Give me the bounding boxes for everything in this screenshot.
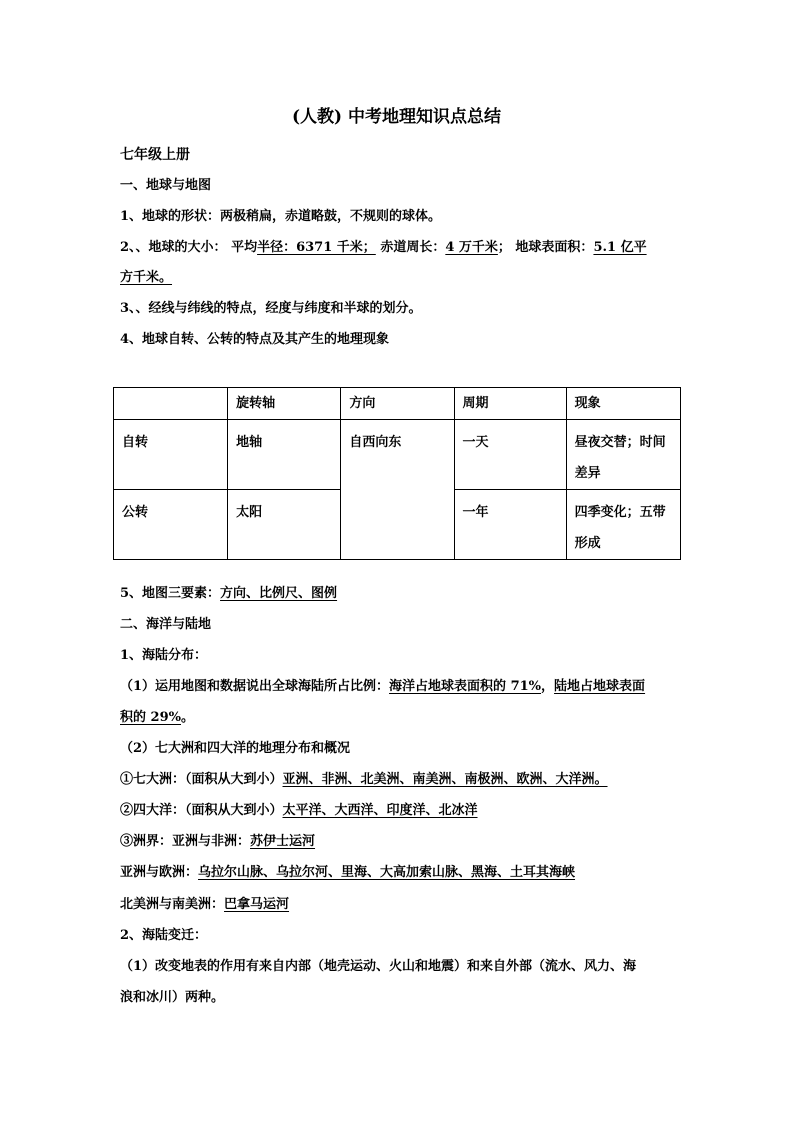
land-sea-distribution: 1、海陆分布： [120, 648, 208, 663]
land-sea-change-text: （1）改变地表的作用有来自内部（地壳运动、火山和地震）和来自外部（流水、风力、海 [120, 959, 637, 974]
earth-size-item-cont [120, 269, 172, 287]
border2-prefix: 亚洲与欧洲： [120, 865, 199, 880]
land-sea-change-heading: 2、海陆变迁： [120, 928, 208, 943]
land-ratio-part1: 陆地占地球表面 [554, 679, 646, 694]
grade-heading: 七年级上册 [120, 147, 190, 163]
document-title: (人教) 中考地理知识点总结 [291, 107, 501, 127]
equator-length: 4 万千米 [445, 240, 498, 255]
table-header-cell: 现象 [566, 388, 680, 420]
table-header-cell [114, 388, 228, 420]
earth-size-prefix: 2、、地球的大小： 平均 [120, 240, 258, 255]
ratio-prefix: （1）运用地图和数据说出全球海陆所占比例： [120, 679, 390, 694]
border-asia-europe [120, 864, 575, 882]
land-sea-change-text-cont: 浪和冰川）两种。 [120, 990, 225, 1005]
lines-item: 3、、经线与纬线的特点，经度与纬度和半球的划分。 [120, 301, 422, 316]
table-header-cell: 方向 [341, 388, 454, 420]
table-cell: 公转 [114, 490, 228, 560]
table-row [114, 420, 681, 490]
earth-radius: 半径：6371 千米； [257, 240, 376, 255]
earth-motion-table [113, 387, 681, 560]
table-header-row [114, 388, 681, 420]
continents-item [120, 771, 608, 789]
table-cell: 一年 [454, 490, 566, 560]
earth-shape-item: 1、地球的形状：两极稍扁，赤道略鼓，不规则的球体。 [120, 209, 442, 224]
table-cell: 一天 [454, 420, 566, 490]
border3-value: 巴拿马运河 [224, 897, 290, 912]
border1-prefix: ③洲界：亚洲与非洲： [120, 834, 251, 849]
border-americas [120, 896, 289, 914]
earth-size-mid1: 赤道周长： [375, 240, 446, 255]
border2-value: 乌拉尔山脉、乌拉尔河、里海、大高加索山脉、黑海、土耳其海峡 [198, 865, 576, 880]
oceans-prefix: ②四大洋：（面积从大到小） [120, 803, 283, 818]
surface-area-part1: 5.1 亿平 [593, 240, 647, 255]
map-elements-value: 方向、比例尺、图例 [220, 586, 338, 601]
border1-value: 苏伊士运河 [250, 834, 316, 849]
table-cell: 昼夜交替；时间差异 [566, 420, 680, 490]
table-cell: 四季变化；五带形成 [566, 490, 680, 560]
map-elements-item [120, 585, 337, 603]
continents-list: 亚洲、非洲、北美洲、南美洲、南极洲、欧洲、大洋洲。 [282, 772, 608, 787]
land-sea-ratio-cont [120, 709, 194, 727]
ocean-ratio: 海洋占地球表面积的 71% [389, 679, 542, 694]
border3-prefix: 北美洲与南美洲： [120, 897, 225, 912]
border-asia-africa [120, 833, 315, 851]
earth-size-item [120, 239, 647, 257]
section1-heading: 一、地球与地图 [120, 178, 212, 193]
land-ratio-part2: 积的 29% [120, 710, 181, 725]
ratio-comma: ， [541, 679, 555, 694]
table-cell: 自转 [114, 420, 228, 490]
oceans-item [120, 802, 478, 820]
surface-area-part2: 方千米。 [120, 270, 173, 285]
table-cell: 地轴 [228, 420, 341, 490]
continents-prefix: ①七大洲：（面积从大到小） [120, 772, 283, 787]
table-header-cell: 周期 [454, 388, 566, 420]
map-elements-prefix: 5、地图三要素： [120, 586, 221, 601]
oceans-list: 太平洋、大西洋、印度洋、北冰洋 [282, 803, 478, 818]
ratio-end: 。 [180, 710, 194, 725]
earth-size-mid2: ； 地球表面积： [497, 240, 594, 255]
continents-oceans-heading: （2）七大洲和四大洋的地理分布和概况 [120, 741, 351, 756]
rotation-item: 4、地球自转、公转的特点及其产生的地理现象 [120, 332, 390, 347]
table-cell: 太阳 [228, 490, 341, 560]
section2-heading: 二、海洋与陆地 [120, 617, 212, 632]
land-sea-ratio [120, 678, 645, 696]
table-cell: 自西向东 [341, 420, 454, 560]
table-header-cell: 旋转轴 [228, 388, 341, 420]
